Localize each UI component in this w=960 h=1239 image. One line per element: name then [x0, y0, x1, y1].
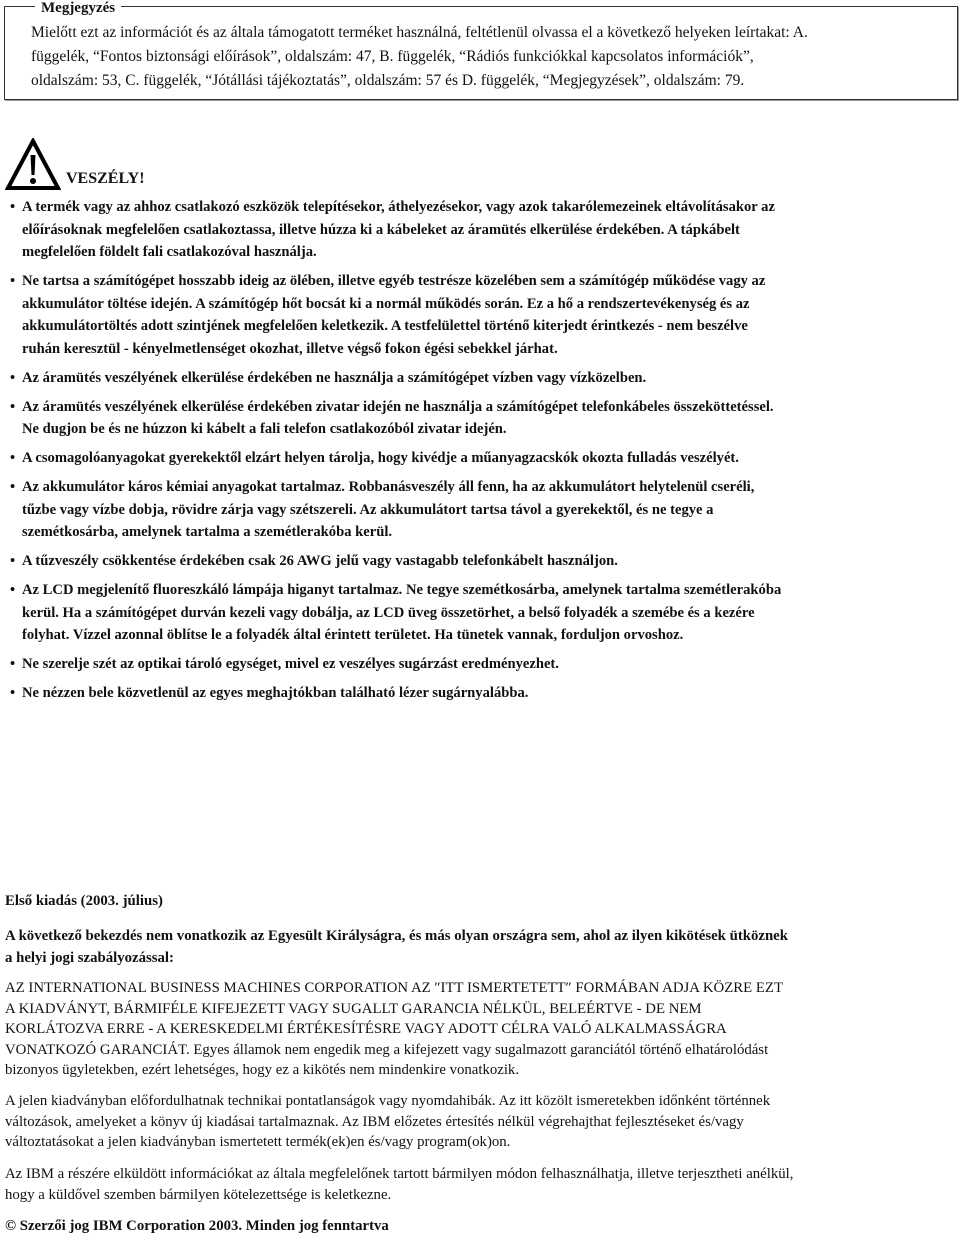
text-line: előírásoknak megfelelően csatlakoztassa, illetve húzza ki a kábeleket az áramütés elkerülése érdekében. A tápkábelt: [22, 221, 740, 238]
danger-list-item: [10, 579, 955, 647]
danger-list-item: [10, 367, 955, 390]
copyright: © Szerzői jog IBM Corporation 2003. Minden jog fenntartva: [5, 1218, 389, 1234]
bullet-icon: •: [10, 553, 16, 569]
text-line: hogy a küldővel szemben bármilyen kötelezettsége is keletkezne.: [5, 1186, 392, 1203]
errors-paragraph: [5, 1091, 770, 1153]
bullet-icon: •: [10, 656, 16, 672]
notice-intro: [5, 925, 788, 969]
bullet-icon: •: [10, 450, 16, 466]
danger-list-item: [10, 653, 955, 676]
note-box: [4, 0, 958, 100]
text-line: Ne tartsa a számítógépet hosszabb ideig az ölében, illetve egyéb testrésze közelében sem a számítógép működése vagy az: [22, 273, 766, 289]
danger-list-item: [10, 447, 955, 470]
text-line: Az áramütés veszélyének elkerülése érdekében zivatar idején ne használja a számítógépet telefonkábeles összeköttetéssel.: [22, 398, 774, 415]
bullet-icon: •: [10, 369, 16, 386]
text-line: A következő bekezdés nem vonatkozik az Egyesült Királyságra, és más olyan országra sem, ahol az ilyen kikötések ütköznek: [5, 928, 788, 944]
text-line: Az akkumulátor káros kémiai anyagokat tartalmaz. Robbanásveszély áll fenn, ha az akkumulátort helytelenül cseréli,: [22, 479, 755, 495]
text-line: változtatásokat a jelen kiadványban ismertetett termék(ek)en és/vagy program(ok)on.: [5, 1134, 511, 1150]
text-line: akkumulátortöltés adott szintjének megfelelően keletkezik. A testfelülettel történő kiterjedt érintkezés - nem beszélve: [22, 318, 748, 334]
text-line: kerül. Ha a számítógépet durván kezeli vagy dobálja, az LCD üveg összetörhet, a belső folyadék a szemébe és a kezére: [22, 604, 755, 621]
text-line: KORLÁTOZVA ERRE - A KERESKEDELMI ÉRTÉKESÍTÉSRE VAGY ADOTT CÉLRA VALÓ ALKALMASSÁGRA: [5, 1021, 727, 1037]
info-paragraph: [5, 1164, 793, 1205]
text-line: a helyi jogi szabályozással:: [5, 950, 174, 966]
danger-list-item: [10, 550, 955, 573]
danger-list: [10, 196, 955, 711]
text-line: oldalszám: 53, C. függelék, “Jótállási tájékoztatás”, oldalszám: 57 és D. függelék, “Megjegyzések”, oldalszám: 79.: [31, 72, 745, 89]
text-line: A termék vagy az ahhoz csatlakozó eszközök telepítésekor, áthelyezésekor, vagy azok takarólemezeinek eltávolításakor az: [22, 199, 775, 215]
bullet-icon: •: [10, 398, 16, 415]
text-line: Az LCD megjelenítő fluoreszkáló lámpája higanyt tartalmaz. Ne tegye szemétkosárba, amelynek tartalma szemétlerakóba: [22, 582, 782, 598]
text-line: Az áramütés veszélyének elkerülése érdekében ne használja a számítógépet vízben vagy vízközelben.: [22, 369, 647, 386]
text-line: Mielőtt ezt az információt és az általa támogatott terméket használná, feltétlenül olvassa el a következő helyeken leírtakat: A.: [31, 24, 808, 41]
danger-label: VESZÉLY!: [66, 170, 145, 187]
warning-triangle-icon: [5, 138, 61, 192]
text-line: Ne dugjon be és ne húzzon ki kábelt a fali telefon csatlakozóból zivatar idején.: [22, 421, 507, 437]
bullet-icon: •: [10, 199, 16, 215]
bullet-icon: •: [10, 582, 16, 598]
text-line: folyhat. Vízzel azonnal öblítse le a folyadék által érintett területet. Ha tünetek vannak, forduljon orvoshoz.: [22, 627, 684, 643]
text-line: akkumulátor töltése idején. A számítógép hőt bocsát ki a normál működés során. Ez a hő a rendszertevékenység és az: [22, 295, 750, 312]
text-line: Ne szerelje szét az optikai tároló egységet, mivel ez veszélyes sugárzást eredményezhet.: [22, 656, 559, 672]
text-line: bizonyos ügyletekben, ezért lehetséges, hogy ez a kikötés nem mindenkire vonatkozik.: [5, 1062, 520, 1078]
text-line: A tűzveszély csökkentése érdekében csak 26 AWG jelű vagy vastagabb telefonkábelt használjon.: [22, 553, 618, 569]
danger-list-item: [10, 682, 955, 705]
text-line: ruhán keresztül - kényelmetlenséget okozhat, illetve végső fokon égési sebekkel járhat.: [22, 340, 558, 357]
danger-list-item: [10, 196, 955, 264]
note-title: Megjegyzés: [35, 0, 121, 16]
text-line: AZ INTERNATIONAL BUSINESS MACHINES CORPORATION AZ ″ITT ISMERTETETT″ FORMÁBAN ADJA KÖZRE EZT: [5, 980, 784, 996]
bullet-icon: •: [10, 479, 16, 495]
text-line: A jelen kiadványban előfordulhatnak technikai pontatlanságok vagy nyomdahibák. Az itt közölt ismeretekben időnként történnek: [5, 1093, 771, 1109]
text-line: VONATKOZÓ GARANCIÁT. Egyes államok nem engedik meg a kifejezett vagy sugalmazott garanciától történő elhatárolódást: [5, 1041, 769, 1058]
edition-line: Első kiadás (2003. július): [5, 893, 163, 909]
text-line: megfelelően földelt fali csatlakozóval használja.: [22, 244, 317, 260]
danger-list-item: [10, 396, 955, 441]
bullet-icon: •: [10, 685, 16, 701]
danger-list-item: [10, 270, 955, 360]
disclaimer: [5, 978, 783, 1081]
text-line: Az IBM a részére elküldött információkat az általa megfelelőnek tartott bármilyen módon felhasználhatja, illetve terjesztheti anélkül,: [5, 1166, 794, 1182]
text-line: függelék, “Fontos biztonsági előírások”, oldalszám: 47, B. függelék, “Rádiós funkciókkal kapcsolatos információk”,: [31, 48, 754, 65]
text-line: A KIADVÁNYT, BÁRMIFÉLE KIFEJEZETT VAGY SUGALLT GARANCIA NÉLKÜL, BELEÉRTVE - DE NEM: [5, 1000, 702, 1017]
text-line: tűzbe vagy vízbe dobja, rövidre zárja vagy szétszereli. Az akkumulátort tartsa távol a gyerekektől, és ne tegye a: [22, 501, 714, 518]
note-body: [31, 21, 808, 93]
danger-list-item: [10, 476, 955, 544]
text-line: Ne nézzen bele közvetlenül az egyes meghajtókban található lézer sugárnyalábba.: [22, 685, 529, 701]
bullet-icon: •: [10, 273, 16, 289]
text-line: A csomagolóanyagokat gyerekektől elzárt helyen tárolja, hogy kivédje a műanyagzacskók okozta fulladás veszélyét.: [22, 450, 739, 466]
text-line: változások, amelyeket a könyv új kiadásai tartalmaznak. Az IBM előzetes értesítés nélkül végrehajthat fejlesztéseket és/vagy: [5, 1113, 744, 1130]
text-line: szemétkosárba, amelynek tartalma a szemétlerakóba kerül.: [22, 524, 393, 540]
